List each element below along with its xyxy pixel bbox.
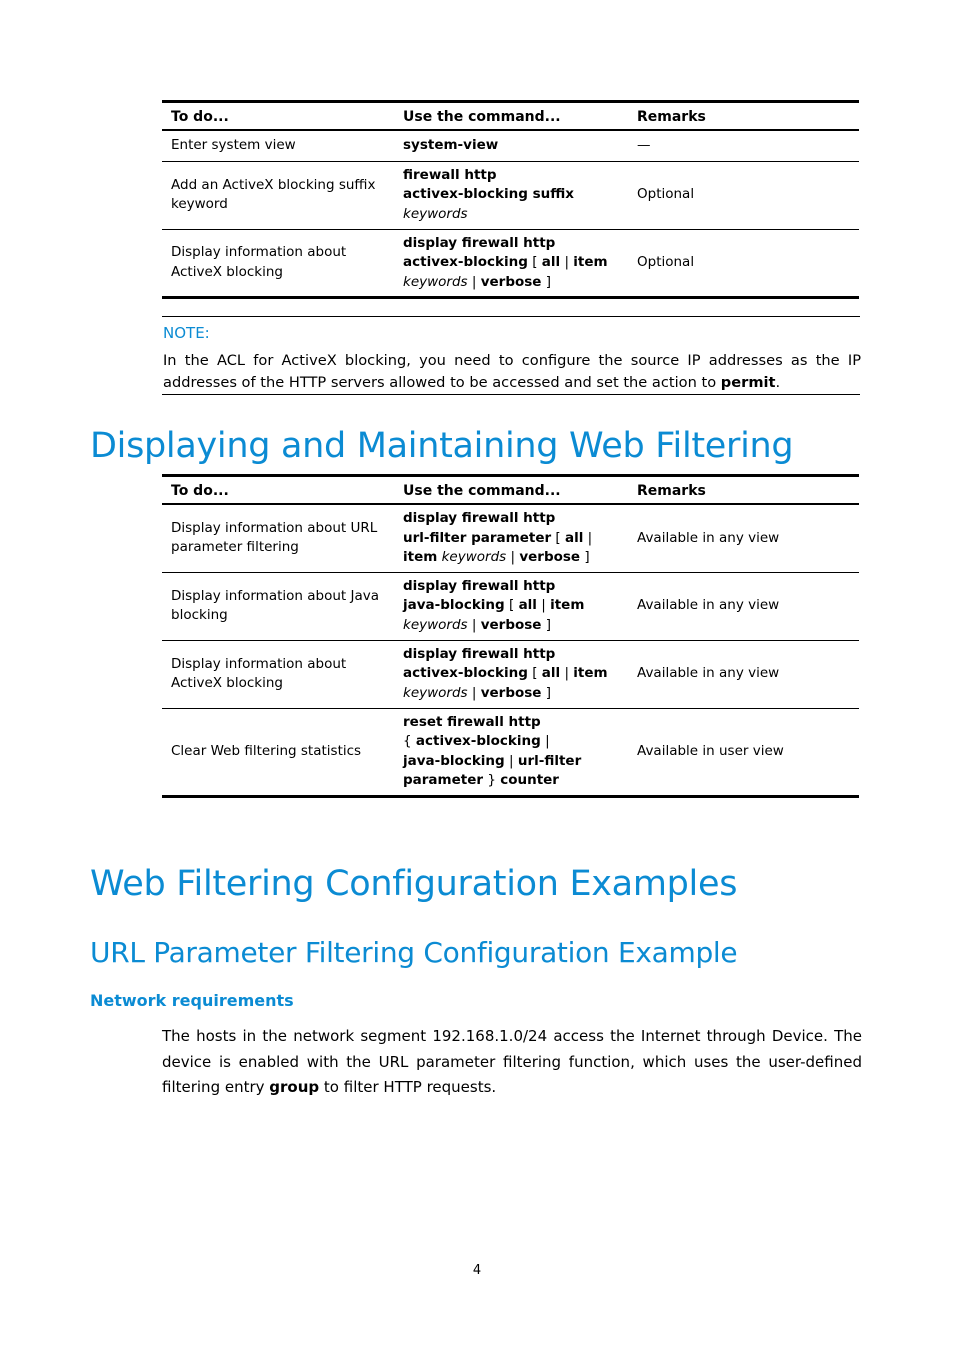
paragraph-end: to filter HTTP requests. xyxy=(319,1078,497,1096)
todo-cell: Display information about URL parameter filtering xyxy=(171,519,378,556)
cmd-keyword: url-filter xyxy=(517,752,582,769)
cmd-keyword: all xyxy=(518,597,537,614)
note-text xyxy=(163,350,861,394)
note-body: In the ACL for ActiveX blocking, you need to configure the source IP addresses as the IP addresses of the HTTP servers allowed to be accessed and set the action to xyxy=(163,352,861,391)
cmd-keyword: activex-blocking xyxy=(403,665,528,682)
cmd-argument: keywords xyxy=(403,616,468,633)
cmd-keyword: counter xyxy=(500,772,559,788)
table-row xyxy=(162,640,859,708)
header-command: Use the command... xyxy=(403,109,561,125)
table-row xyxy=(162,504,859,572)
command-cell xyxy=(394,130,628,161)
cmd-keyword: activex-blocking xyxy=(415,733,541,749)
todo-cell: Display information about ActiveX blocking xyxy=(171,655,347,691)
remark-cell: Available in any view xyxy=(637,665,780,682)
cmd-keyword: system-view xyxy=(403,137,499,153)
note-bold: permit xyxy=(720,374,776,391)
cmd-keyword: display firewall http xyxy=(403,645,556,662)
cmd-argument: keywords xyxy=(403,273,468,290)
paragraph-text: The hosts in the network segment 192.168.1.0/24 access the Internet through Device. The device is enabled with the URL parameter filtering function, which uses the user-defined filtering entry xyxy=(162,1027,862,1096)
cmd-keyword: item xyxy=(403,549,438,565)
note-end: . xyxy=(775,374,781,391)
table-row xyxy=(162,161,859,229)
todo-cell: Enter system view xyxy=(171,137,296,153)
page-number: 4 xyxy=(472,1263,482,1278)
todo-cell: Add an ActiveX blocking suffix keyword xyxy=(171,176,376,212)
cmd-keyword: item xyxy=(550,597,585,614)
remark-cell: Optional xyxy=(637,186,695,203)
cmd-keyword: activex-blocking xyxy=(403,254,528,270)
cmd-keyword: parameter xyxy=(403,772,484,788)
section-heading-display-maintain: Displaying and Maintaining Web Filtering xyxy=(90,426,794,466)
cmd-argument: keywords xyxy=(403,684,468,701)
command-cell: display firewall http url-filter parameter [ all | item keywords | verbose ] xyxy=(403,510,593,565)
cmd-keyword: item xyxy=(573,254,608,270)
cmd-keyword: url-filter parameter xyxy=(403,529,552,546)
remark-cell: Available in user view xyxy=(637,742,784,759)
cmd-keyword: activex-blocking suffix xyxy=(403,186,575,203)
cmd-keyword: all xyxy=(565,529,584,546)
header-command: Use the command... xyxy=(403,483,561,499)
table-header-row xyxy=(162,476,859,505)
header-todo: To do... xyxy=(171,483,229,499)
command-table-activex xyxy=(162,100,859,299)
cmd-keyword: all xyxy=(541,665,561,682)
header-todo: To do... xyxy=(171,109,229,125)
cmd-keyword: reset firewall http xyxy=(403,713,541,730)
cmd-keyword: all xyxy=(541,254,561,270)
header-remarks: Remarks xyxy=(637,483,706,499)
command-cell: reset firewall http { activex-blocking | java-blocking | url-filter parameter } counter xyxy=(403,713,582,788)
table-row xyxy=(162,229,859,298)
command-table-display xyxy=(162,474,859,798)
section-heading-config-examples: Web Filtering Configuration Examples xyxy=(90,864,738,904)
cmd-keyword: firewall http xyxy=(403,166,497,183)
paragraph-bold: group xyxy=(269,1078,320,1096)
cmd-argument: keywords xyxy=(441,549,507,565)
command-cell: display firewall http activex-blocking [ all | item keywords | verbose ] xyxy=(403,645,608,701)
cmd-keyword: display firewall http xyxy=(403,234,556,251)
cmd-keyword: item xyxy=(573,665,608,682)
cmd-keyword: display firewall http xyxy=(403,577,556,594)
command-cell xyxy=(394,161,628,229)
note-box xyxy=(162,316,860,395)
cmd-keyword: verbose xyxy=(480,273,542,290)
command-cell: display firewall http activex-blocking [ all | item keywords | verbose ] xyxy=(403,234,608,290)
table-header-row xyxy=(162,102,859,131)
cmd-keyword: java-blocking xyxy=(403,752,505,769)
body-paragraph xyxy=(162,1024,862,1101)
header-remarks: Remarks xyxy=(637,109,706,125)
table-row xyxy=(162,130,859,161)
note-label: NOTE: xyxy=(163,324,210,342)
table-row xyxy=(162,708,859,796)
remark-cell: Available in any view xyxy=(637,597,780,614)
subsection-heading-url-example: URL Parameter Filtering Configuration Example xyxy=(90,936,738,969)
todo-cell: Display information about Java blocking xyxy=(171,587,380,623)
cmd-keyword: verbose xyxy=(480,684,542,701)
cmd-keyword: display firewall http xyxy=(403,510,556,526)
subsubsection-heading-network-requirements: Network requirements xyxy=(90,991,294,1010)
remark-cell: — xyxy=(637,137,651,153)
command-cell: display firewall http java-blocking [ all | item keywords | verbose ] xyxy=(403,577,585,633)
todo-cell: Clear Web filtering statistics xyxy=(171,742,362,759)
cmd-keyword: verbose xyxy=(519,549,581,565)
cmd-keyword: verbose xyxy=(480,616,542,633)
cmd-argument: keywords xyxy=(403,205,468,222)
table-row xyxy=(162,572,859,640)
todo-cell: Display information about ActiveX blocking xyxy=(171,244,347,280)
remark-cell: Optional xyxy=(637,254,695,270)
cmd-keyword: java-blocking xyxy=(403,597,505,614)
remark-cell: Available in any view xyxy=(637,529,780,546)
